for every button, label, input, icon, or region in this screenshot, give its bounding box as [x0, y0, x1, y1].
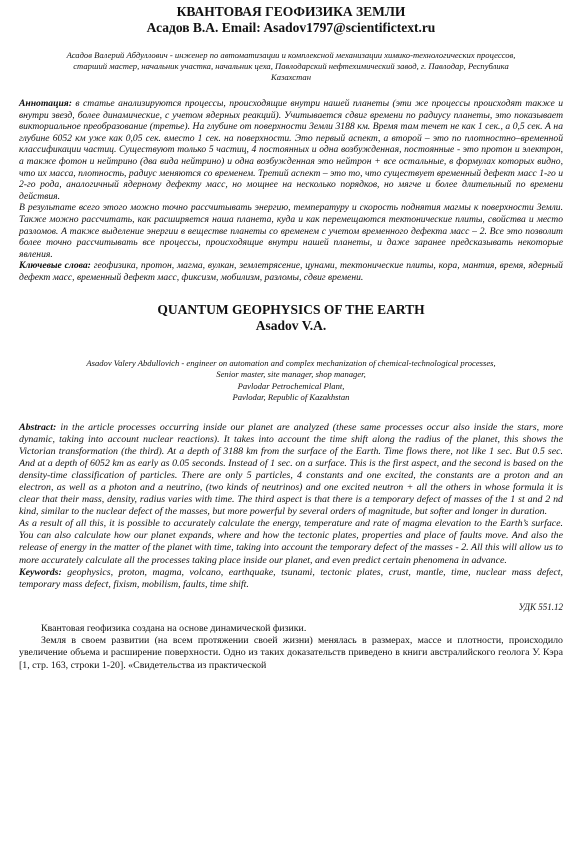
keywords-en-text: geophysics, proton, magma, volcano, earthquake, tsunami, tectonic plates, crust, mantle, time, nuclear mass defect, temporary mass defect, fixism, mobilism, faults, time shift.	[19, 566, 563, 590]
affiliation-ru: Асадов Валерий Абдуллович - инженер по автоматизации и комплексной механизации химико-технологических процессов, старший мастер, начальник участка, начальник цеха, Павлодарский нефтехимический завод, г. Павлодар, Республика Казахстан	[66, 50, 516, 82]
abstract-en-label: Abstract:	[19, 421, 57, 433]
affiliation-en-line: Senior master, site manager, shop manager,	[216, 369, 366, 379]
author-line-ru: Асадов В.А. Email: Asadov1797@scientifictext.ru	[146, 20, 436, 35]
author-en: Asadov V.A.	[255, 317, 327, 333]
abstract-ru-text-1: в статье анализируются процессы, происходящие внутри нашей планеты (эти же процессы происходят также и внутри звезд, более динамические, с учетом ядерных реакций). Учитывается сдвиг времени по радиусу планеты, это показывает викториальное преобразование (третье). На глубине от поверхности Земли 3188 км. Время там течет не как 1 сек., а 0,5 сек. А на глубине 6052 км уже как 0,05 сек. вместо 1 сек. на поверхности. Это первый аспект, а второй – это по плотностно–временной классификации частиц. Существуют только 5 частиц, 4 постоянных и одна возбужденная, постоянные - это протон и электрон, а также фотон и нейтрино (два вида нейтрино) и одна возбужденная это нейтрон + все остальные, в формулах которых видно, что их масса, плотность, радиус меняются со временем. Третий аспект – это то, что существует временный дефект масс 1-го и 2-го рода, аналогичный ядерному дефекту масс, но мощнее на несколько порядков, но мягче и более длительный по времени действия.	[19, 98, 563, 202]
keywords-en	[19, 567, 563, 591]
body-paragraph: Квантовая геофизика создана на основе динамической физики.	[41, 622, 307, 634]
affiliation-en-line: Asadov Valery Abdullovich - engineer on automation and complex mechanization of chemical-technological processes,	[86, 357, 496, 368]
keywords-ru-text: геофизика, протон, магма, вулкан, землетрясение, цунами, тектонические плиты, кора, мантия, время, ядерный дефект масс, временный дефект масс, фиксизм, мобилизм, разломы, сдвиг времени.	[19, 260, 563, 283]
title-ru: КВАНТОВАЯ ГЕОФИЗИКА ЗЕМЛИ	[176, 4, 406, 19]
affiliation-en-line: Pavlodar Petrochemical Plant,	[237, 380, 345, 391]
affiliation-en	[19, 358, 563, 404]
keywords-ru	[19, 260, 563, 283]
keywords-en-label: Keywords:	[19, 566, 62, 578]
abstract-en-text-1: in the article processes occurring inside our planet are analyzed (these same processes occur also inside the stars, more dynamic, taking into account nuclear reactions). It takes into account the time shift along the radius of the planet, this shows the Victorian transformation (the third). At a depth of 3188 km from the surface of the Earth. Time flows there, not like 1 sec. But 0.5 sec. And at a depth of 6052 km as early as 0.05 seconds. Instead of 1 sec. on a surface. This is the first aspect, and the second is based on the density-time classification of particles. There are only 5 particles, 4 constants and one excited, the constants are a proton and an electron, as well as a photon and a neutrino, (two kinds of neutrinos) and one excited neutron + all the others in whose formula it is clear that their mass, density, radius varies with time. The third aspect is that there is a temporary defect of masses of the 1 st and 2 nd kind, similar to the nuclear defect of the masses, but more powerful by several orders of magnitude, but softer and longer in duration.	[19, 421, 563, 518]
abstract-en-paragraph-2: As a result of all this, it is possible to accurately calculate the energy, temperature and rate of magma elevation to the Earth’s surface. You can also calculate how our planet expands, where and how the tectonic plates, properties and place of faults move. And also the release of energy in the matter of the planet with time, taking into account the temporary defect of the masses - 2. All this will allow us to more accurately calculate all the processes taking place inside our planet, and even predict certain phenomena in advance.	[19, 518, 563, 566]
abstract-ru	[19, 98, 563, 202]
abstract-ru-label: Аннотация:	[19, 98, 72, 109]
title-en: QUANTUM GEOPHYSICS OF THE EARTH	[157, 301, 425, 317]
keywords-ru-label: Ключевые слова:	[19, 260, 91, 272]
paper-page	[19, 4, 563, 672]
abstract-ru-paragraph-2: В результате всего этого можно точно рассчитывать энергию, температуру и скорость поднятия магмы к поверхности Земли. Также можно рассчитать, как расширяется наша планета, куда и как перемещаются тектонические плиты, свойства и место разломов. А также выделение энергии в веществе планеты со временем с учетом временного дефекта масс – 2. Все это позволит более точно рассчитывать все процессы, происходящие внутри нашей планеты, и даже заранее предсказывать некоторые явления.	[19, 202, 563, 260]
abstract-en	[19, 422, 563, 519]
header-en	[19, 302, 563, 334]
udk-code: УДК 551.12	[518, 601, 563, 612]
affiliation-en-line: Pavlodar, Republic of Kazakhstan	[232, 392, 350, 402]
body-paragraph: Земля в своем развитии (на всем протяжении своей жизни) менялась в размерах, массе и плотности, происходило увеличение объема и расширение поверхности. Одно из таких доказательств приведено в книги австралийского геолога У. Кэра [1, стр. 163, строки 1-20]. «Свидетельства из практической	[19, 635, 563, 671]
header-ru	[19, 4, 563, 36]
